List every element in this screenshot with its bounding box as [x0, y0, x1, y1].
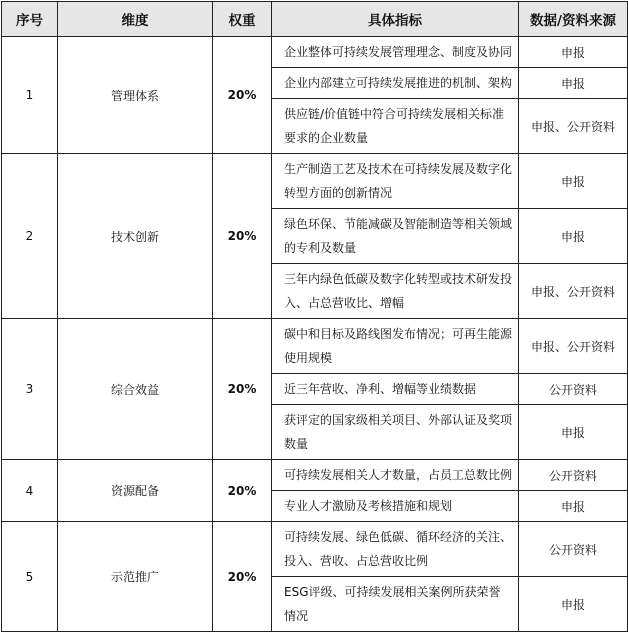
indicator-cell: 供应链/价值链中符合可持续发展相关标准要求的企业数量: [272, 99, 519, 154]
source-cell: 申报: [519, 577, 628, 632]
header-dimension: 维度: [58, 2, 213, 37]
source-cell: 申报: [519, 405, 628, 460]
table-row: [2, 319, 628, 374]
weight-cell: 20%: [213, 460, 272, 522]
weight-cell: 20%: [213, 37, 272, 154]
source-cell: 申报: [519, 154, 628, 209]
header-weight: 权重: [213, 2, 272, 37]
source-cell: 公开资料: [519, 460, 628, 491]
dimension-cell: 示范推广: [58, 522, 213, 632]
indicator-cell: 可持续发展、绿色低碳、循环经济的关注、投入、营收、占总营收比例: [272, 522, 519, 577]
seq-cell: 4: [2, 460, 58, 522]
table-row: [2, 154, 628, 209]
indicator-cell: 可持续发展相关人才数量，占员工总数比例: [272, 460, 519, 491]
source-cell: 申报: [519, 491, 628, 522]
indicator-cell: 三年内绿色低碳及数字化转型或技术研发投入、占总营收比、增幅: [272, 264, 519, 319]
dimension-cell: 综合效益: [58, 319, 213, 460]
header-source: 数据/资料来源: [519, 2, 628, 37]
dimension-cell: 技术创新: [58, 154, 213, 319]
indicator-cell: 获评定的国家级相关项目、外部认证及奖项数量: [272, 405, 519, 460]
weight-cell: 20%: [213, 154, 272, 319]
indicator-table: [1, 1, 628, 632]
table-row: [2, 37, 628, 68]
source-cell: 申报、公开资料: [519, 99, 628, 154]
header-seq: 序号: [2, 2, 58, 37]
seq-cell: 5: [2, 522, 58, 632]
source-cell: 申报、公开资料: [519, 319, 628, 374]
source-cell: 公开资料: [519, 522, 628, 577]
source-cell: 申报: [519, 68, 628, 99]
indicator-cell: 企业内部建立可持续发展推进的机制、架构: [272, 68, 519, 99]
seq-cell: 2: [2, 154, 58, 319]
indicator-cell: 企业整体可持续发展管理理念、制度及协同: [272, 37, 519, 68]
weight-cell: 20%: [213, 522, 272, 632]
header-indicator: 具体指标: [272, 2, 519, 37]
dimension-cell: 资源配备: [58, 460, 213, 522]
indicator-cell: 绿色环保、节能减碳及智能制造等相关领域的专利及数量: [272, 209, 519, 264]
source-cell: 申报、公开资料: [519, 264, 628, 319]
source-cell: 申报: [519, 209, 628, 264]
dimension-cell: 管理体系: [58, 37, 213, 154]
table-row: [2, 460, 628, 491]
source-cell: 申报: [519, 37, 628, 68]
indicator-cell: 生产制造工艺及技术在可持续发展及数字化转型方面的创新情况: [272, 154, 519, 209]
seq-cell: 3: [2, 319, 58, 460]
header-row: [2, 2, 628, 37]
indicator-cell: ESG评级、可持续发展相关案例所获荣誉情况: [272, 577, 519, 632]
indicator-cell: 碳中和目标及路线图发布情况；可再生能源使用规模: [272, 319, 519, 374]
weight-cell: 20%: [213, 319, 272, 460]
indicator-cell: 专业人才激励及考核措施和规划: [272, 491, 519, 522]
table-row: [2, 522, 628, 577]
seq-cell: 1: [2, 37, 58, 154]
source-cell: 公开资料: [519, 374, 628, 405]
indicator-cell: 近三年营收、净利、增幅等业绩数据: [272, 374, 519, 405]
